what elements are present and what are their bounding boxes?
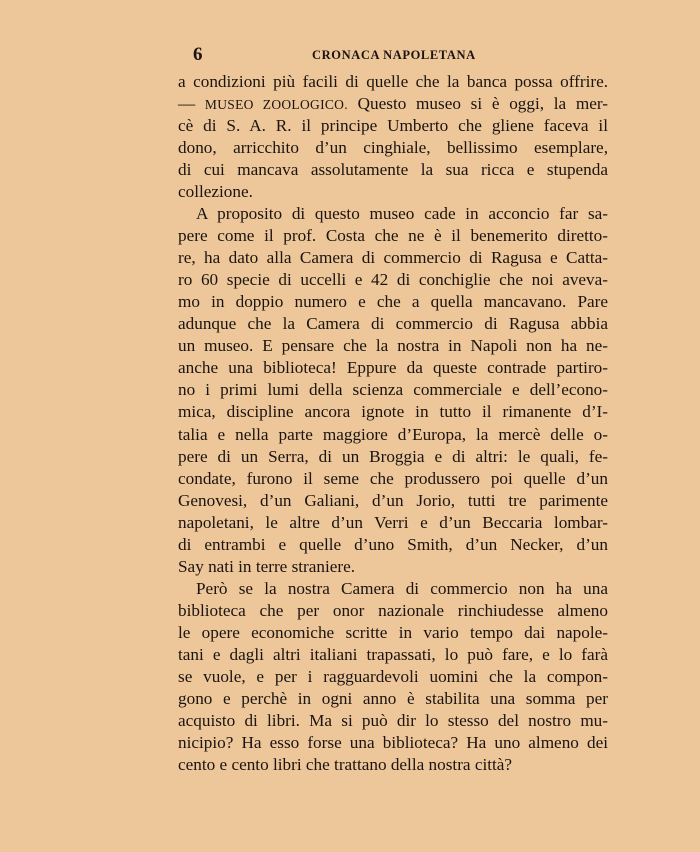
text-line: se vuole, e per i ragguardevoli uomini che la compon-: [178, 666, 608, 686]
text-line: ro 60 specie di uccelli e 42 di conchiglie che noi aveva-: [178, 270, 608, 290]
text-line: Però se la nostra Camera di commercio non ha una: [196, 578, 608, 598]
text-line: di entrambi e quelle d’uno Smith, d’un Necker, d’un: [178, 534, 608, 554]
text-line: collezione.: [178, 182, 253, 202]
text-line: [178, 93, 608, 115]
text-line: condate, furono il seme che produssero poi quelle d’un: [178, 468, 608, 488]
text-line: anche una biblioteca! Eppure da queste contrade partiro-: [178, 358, 608, 378]
text-line: un museo. E pensare che la nostra in Napoli non ha ne-: [178, 336, 608, 356]
page-number: 6: [193, 44, 203, 65]
text-line: re, ha dato alla Camera di commercio di Ragusa e Catta-: [178, 248, 608, 268]
text-line: dono, arricchito d’un cinghiale, bellissimo esemplare,: [178, 138, 608, 158]
text-line: di cui mancava assolutamente la sua ricca e stupenda: [178, 160, 608, 180]
text-line: pere come il prof. Costa che ne è il benemerito diretto-: [178, 226, 608, 246]
text-line: napoletani, le altre d’un Verri e d’un Beccaria lombar-: [178, 512, 608, 532]
text-line: adunque che la Camera di commercio di Ragusa abbia: [178, 314, 608, 334]
body-text: [178, 71, 608, 776]
text-line: cento e cento libri che trattano della nostra città?: [178, 754, 513, 774]
page-header: [0, 44, 700, 68]
running-title: CRONACA NAPOLETANA: [312, 48, 476, 62]
text-line: biblioteca che per onor nazionale rinchiudesse almeno: [178, 600, 608, 620]
text-line: talia e nella parte maggiore d’Europa, la mercè delle o-: [178, 424, 608, 444]
text-line: no i primi lumi della scienza commerciale e dell’econo-: [178, 380, 608, 400]
heading-smallcaps: MUSEO ZOOLOGICO.: [204, 97, 348, 113]
text-line: A proposito di questo museo cade in acconcio far sa-: [196, 204, 608, 224]
text-line: mo in doppio numero e che a quella mancavano. Pare: [178, 292, 608, 312]
text-line: nicipio? Ha esso forse una biblioteca? Ha uno almeno dei: [178, 732, 608, 752]
text-line: pere di un Serra, di un Broggia e di altri: le quali, fe-: [178, 446, 608, 466]
text-line: Say nati in terre straniere.: [178, 556, 356, 576]
text-line: acquisto di libri. Ma si può dir lo stesso del nostro mu-: [178, 710, 608, 730]
text-line: gono e perchè in ogni anno è stabilita una somma per: [178, 688, 608, 708]
section-heading: — MUSEO ZOOLOGICO. Questo museo si è oggi, la mer-: [178, 94, 609, 114]
text-line: mica, discipline ancora ignote in tutto il rimanente d’I-: [178, 402, 608, 422]
text-line: cè di S. A. R. il principe Umberto che gliene faceva il: [178, 116, 608, 136]
text-line: a condizioni più facili di quelle che la banca possa offrire.: [178, 72, 608, 91]
text-line: tani e dagli altri italiani trapassati, lo può fare, e lo farà: [178, 644, 608, 664]
text-line: Genovesi, d’un Galiani, d’un Jorio, tutti tre parimente: [178, 490, 608, 510]
text-line: le opere economiche scritte in vario tempo dai napole-: [178, 622, 608, 642]
